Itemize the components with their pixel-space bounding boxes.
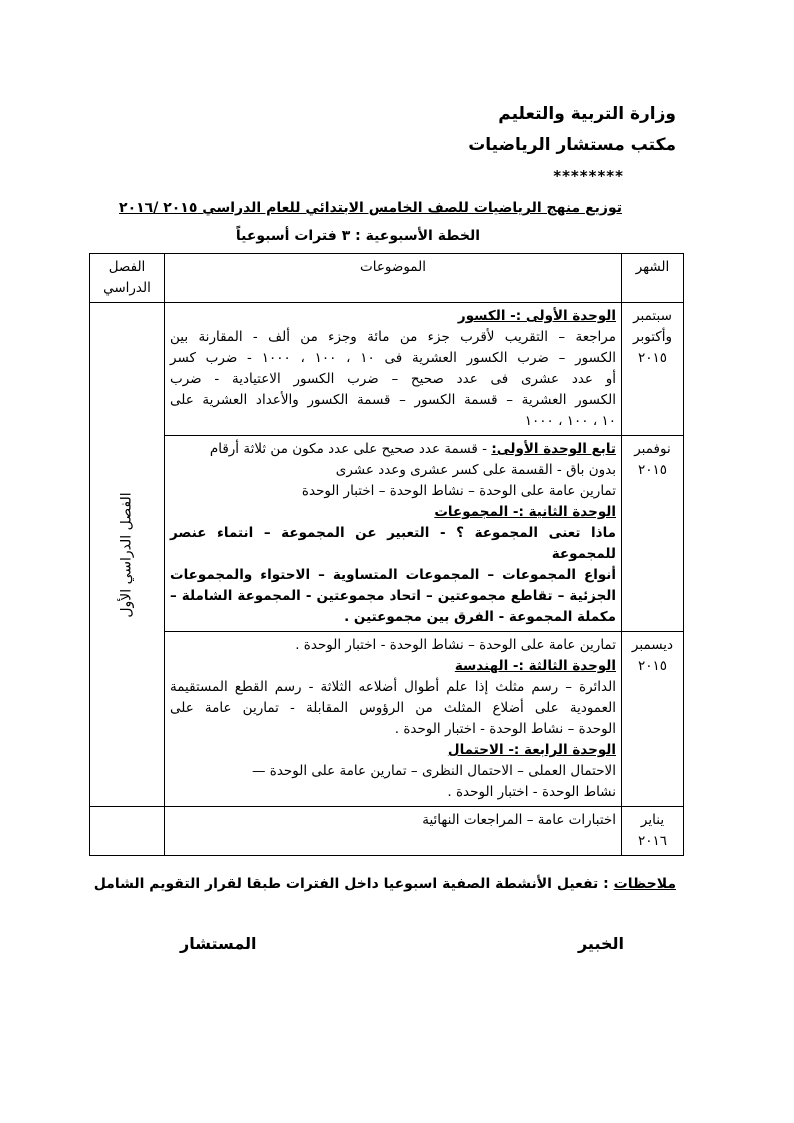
header-topics: الموضوعات xyxy=(165,254,622,303)
unit-title: الوحدة الرابعة :- الاحتمال xyxy=(447,742,616,758)
topic-line: تمارين عامة على الوحدة – نشاط الوحدة - اختبار الوحدة . xyxy=(295,637,616,653)
topic-line xyxy=(170,439,616,460)
topic-line: الكسور – ضرب الكسور العشرية فى ١٠ ، ١٠٠ ، ١٠٠٠ - ضرب كسر xyxy=(170,350,616,366)
separator-stars: ******** xyxy=(553,167,624,185)
table-row xyxy=(90,303,684,436)
month-cell: يناير ٢٠١٦ xyxy=(622,807,684,856)
topic-line: بدون باق - القسمة على كسر عشرى وعدد عشرى xyxy=(335,462,616,478)
term-label: الفصل الدراسي الأول xyxy=(118,491,135,618)
topics-cell xyxy=(165,303,622,436)
topic-line: ماذا تعنى المجموعة ؟ - التعبير عن المجموعة – انتماء عنصر للمجموعة xyxy=(170,525,616,562)
ministry-name: وزارة التربية والتعليم xyxy=(498,104,676,124)
office-name: مكتب مستشار الرياضيات xyxy=(468,135,676,155)
table-header-row xyxy=(90,254,684,303)
unit-title: الوحدة الأولى :- الكسور xyxy=(457,308,616,324)
table-row xyxy=(90,632,684,807)
signature-expert: الخبير xyxy=(577,934,624,953)
curriculum-table xyxy=(89,253,684,856)
topic-line: أنواع المجموعات – المجموعات المتساوية – الاحتواء والمجموعات xyxy=(170,567,616,583)
topics-cell xyxy=(165,807,622,856)
weekly-plan: الخطة الأسبوعية : ٣ فترات أسبوعياً xyxy=(235,228,480,244)
notes-line xyxy=(94,876,676,892)
unit-title: الوحدة الثانية :- المجموعات xyxy=(434,504,616,520)
topic-line: مراجعة – التقريب لأقرب جزء من مائة وجزء من ألف - المقارنة بين xyxy=(170,329,616,345)
notes-label: ملاحظات xyxy=(613,876,676,892)
topic-line: ١٠ ، ١٠٠ ، ١٠٠٠ xyxy=(524,413,616,429)
table-row xyxy=(90,436,684,632)
signature-consultant: المستشار xyxy=(180,934,257,953)
topic-line: مكملة المجموعة - الفرق بين مجموعتين . xyxy=(344,609,616,625)
document-title: توزيع منهج الرياضيات للصف الخامس الابتدائي للعام الدراسي ٢٠١٥ /٢٠١٦ xyxy=(119,200,622,216)
empty-term-cell xyxy=(90,807,165,856)
topic-line: الدائرة – رسم مثلث إذا علم أطوال أضلاعه الثلاثة - رسم القطع المستقيمة xyxy=(170,679,616,695)
topic-line: نشاط الوحدة - اختبار الوحدة . xyxy=(447,784,616,800)
topic-line: تمارين عامة على الوحدة – نشاط الوحدة – اختبار الوحدة xyxy=(301,483,616,499)
topic-line: الاحتمال العملى – الاحتمال النظرى – تمارين عامة على الوحدة — xyxy=(251,763,616,779)
notes-text: : تفعيل الأنشطة الصفية اسبوعيا داخل الفترات طبقا لقرار التقويم الشامل xyxy=(93,876,614,892)
continued-unit-text: - قسمة عدد صحيح على عدد مكون من ثلاثة أرقام xyxy=(209,441,492,457)
topic-line: أو عدد عشرى فى عدد صحيح – ضرب الكسور الاعتيادية - ضرب xyxy=(170,371,616,387)
term-cell xyxy=(90,303,165,807)
topic-line: الجزئية – تقاطع مجموعتين – اتحاد مجموعتين - المجموعة الشاملة – xyxy=(170,588,616,604)
topic-line: الوحدة – نشاط الوحدة - اختبار الوحدة . xyxy=(394,721,616,737)
header-month: الشهر xyxy=(622,254,684,303)
month-cell: نوفمبر ٢٠١٥ xyxy=(622,436,684,632)
month-cell: سبتمبر وأكتوبر ٢٠١٥ xyxy=(622,303,684,436)
unit-title: الوحدة الثالثة :- الهندسة xyxy=(454,658,616,674)
topic-line: الكسور العشرية – قسمة الكسور – قسمة الكسور والأعداد العشرية على xyxy=(170,392,616,408)
table-row xyxy=(90,807,684,856)
topic-line: اختبارات عامة – المراجعات النهائية xyxy=(422,812,616,828)
header-term: الفصل الدراسي xyxy=(90,254,165,303)
topics-cell xyxy=(165,436,622,632)
topics-cell xyxy=(165,632,622,807)
month-cell: ديسمبر ٢٠١٥ xyxy=(622,632,684,807)
continued-unit-title: تابع الوحدة الأولى: xyxy=(491,441,616,457)
topic-line: العمودية على أضلاع المثلث من الرؤوس المقابلة - تمارين عامة على xyxy=(170,700,616,716)
